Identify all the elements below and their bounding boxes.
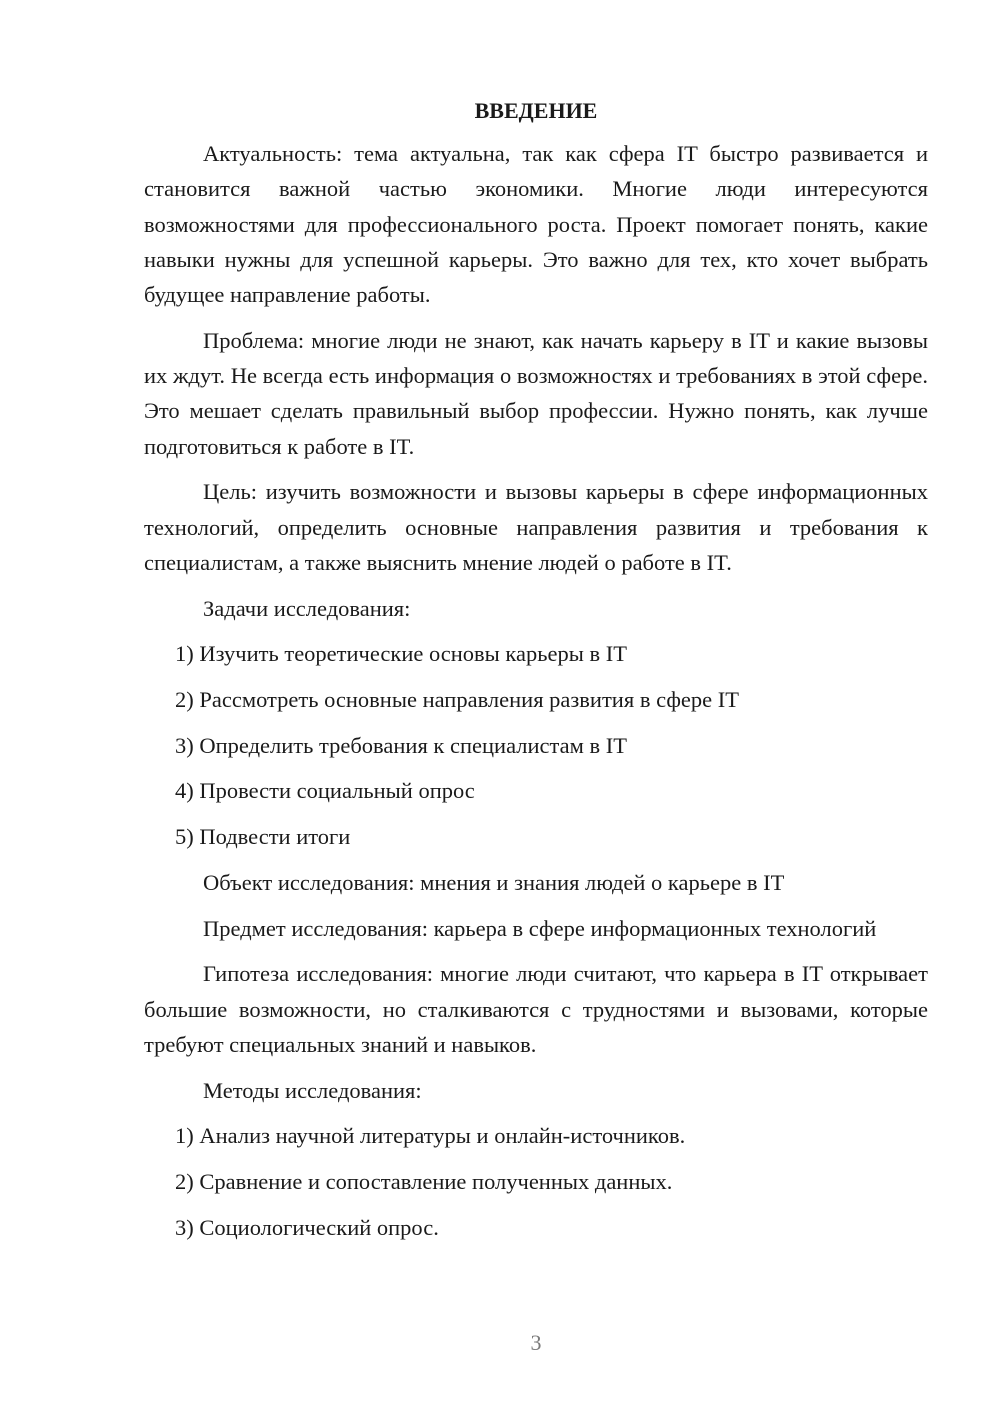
subject-paragraph: Предмет исследования: карьера в сфере информационных технологий: [203, 915, 877, 941]
methods-heading: Методы исследования:: [203, 1077, 422, 1103]
relevance-paragraph: Актуальность: тема актуальна, так как сфера IT быстро развивается и становится важной частью экономики. Многие люди интересуются возможностями для профессионального роста. Проект помогает понять, какие навыки нужны для успешной карьеры. Это важно для тех, кто хочет выбрать будущее направление работы.: [144, 141, 928, 308]
object-paragraph: Объект исследования: мнения и знания людей о карьере в IT: [203, 869, 785, 895]
goal-paragraph: Цель: изучить возможности и вызовы карьеры в сфере информационных технологий, определить основные направления развития и требования к специалистам, а также выяснить мнение людей о работе в IT.: [144, 479, 928, 576]
list-item: 3) Социологический опрос.: [175, 1214, 439, 1240]
list-item: 5) Подвести итоги: [175, 824, 351, 850]
page-number: 3: [530, 1330, 542, 1355]
hypothesis-paragraph: Гипотеза исследования: многие люди считают, что карьера в IT открывает большие возможности, но сталкиваются с трудностями и вызовами, которые требуют специальных знаний и навыков.: [144, 961, 928, 1057]
problem-paragraph: Проблема: многие люди не знают, как начать карьеру в IT и какие вызовы их ждут. Не всегда есть информация о возможностях и требованиях в этой сфере. Это мешает сделать правильный выбор профессии. Нужно понять, как лучше подготовиться к работе в IT.: [144, 327, 928, 459]
page-title: ВВЕДЕНИЕ: [474, 98, 598, 123]
tasks-list: [144, 636, 928, 854]
list-item: 1) Анализ научной литературы и онлайн-источников.: [175, 1123, 686, 1149]
list-item: 4) Провести социальный опрос: [175, 778, 475, 804]
document-page: [144, 96, 928, 1255]
methods-list: [144, 1118, 928, 1245]
list-item: 2) Рассмотреть основные направления развития в сфере IT: [175, 687, 739, 713]
list-item: 3) Определить требования к специалистам в IT: [175, 732, 627, 758]
tasks-heading: Задачи исследования:: [203, 595, 411, 621]
list-item: 1) Изучить теоретические основы карьеры в IT: [175, 641, 627, 667]
list-item: 2) Сравнение и сопоставление полученных данных.: [175, 1168, 673, 1194]
